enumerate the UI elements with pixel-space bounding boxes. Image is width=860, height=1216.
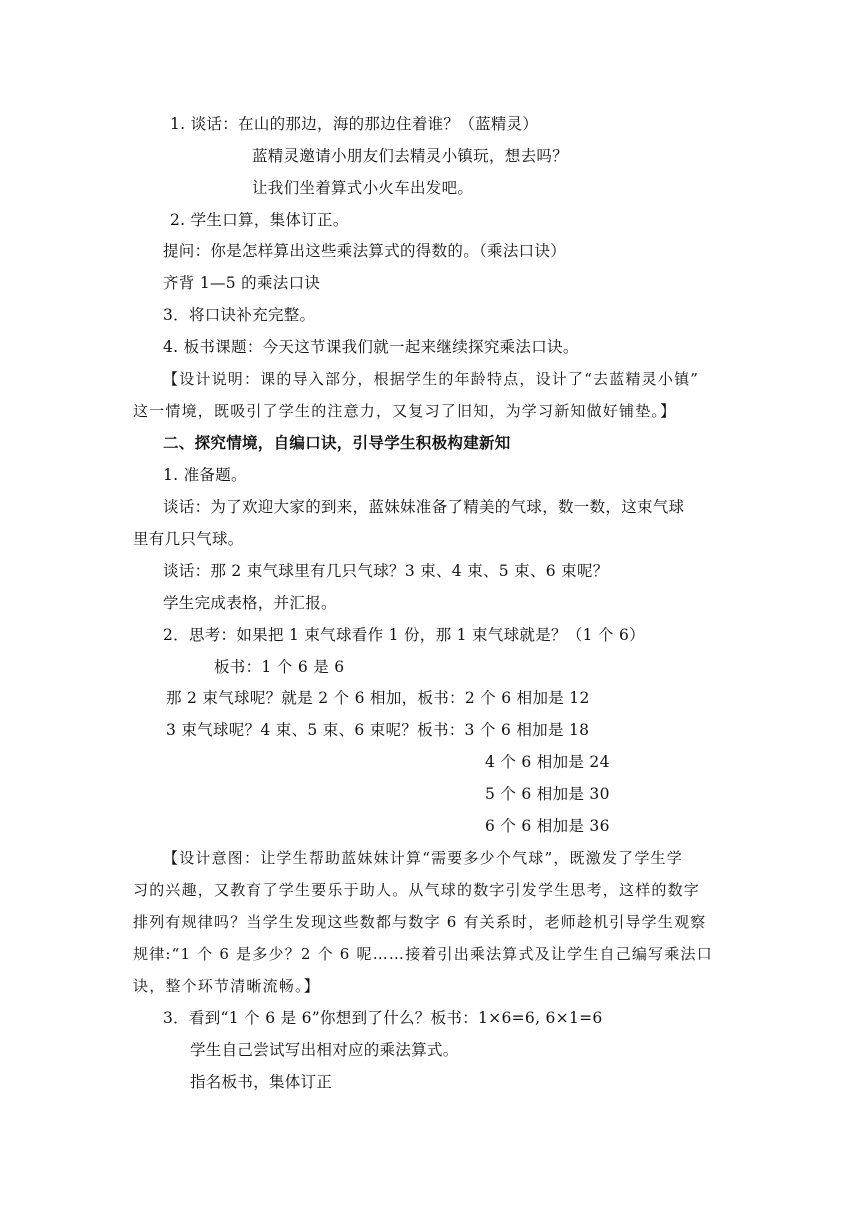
design-note-line: 诀，整个环节清晰流畅。】	[133, 977, 320, 995]
text-line: 那 2 束气球呢？就是 2 个 6 相加，板书：2 个 6 相加是 12	[166, 689, 590, 707]
text-line: 指名板书，集体订正	[190, 1073, 333, 1091]
text-line: 1. 准备题。	[163, 466, 247, 484]
text-line: 学生完成表格，并汇报。	[163, 594, 337, 612]
design-note-line: 习的兴趣，又教育了学生要乐于助人。从气球的数字引发学生思考，这样的数字	[133, 881, 701, 899]
text-line: 齐背 1—5 的乘法口诀	[163, 274, 321, 292]
text-line: 里有几只气球。	[133, 530, 244, 548]
text-line: 2．思考：如果把 1 束气球看作 1 份，那 1 束气球就是？（1 个 6）	[163, 626, 645, 644]
section-heading: 二、探究情境，自编口诀，引导学生积极构建新知	[163, 433, 511, 452]
design-note-line: 【设计意图：让学生帮助蓝妹妹计算“需要多少个气球”，既激发了学生学	[163, 849, 683, 867]
text-line: 3．看到“1 个 6 是 6”你想到了什么？板书：1×6=6, 6×1=6	[163, 1009, 603, 1027]
text-line: 学生自己尝试写出相对应的乘法算式。	[190, 1041, 459, 1059]
text-line: 板书：1 个 6 是 6	[214, 658, 345, 676]
text-line: 5 个 6 相加是 30	[485, 785, 610, 803]
text-line: 谈话：为了欢迎大家的到来，蓝妹妹准备了精美的气球，数一数，这束气球	[163, 498, 685, 516]
design-note-line: 【设计说明：课的导入部分，根据学生的年龄特点，设计了“去蓝精灵小镇”	[163, 370, 700, 388]
text-line: 3 束气球呢？4 束、5 束、6 束呢？板书：3 个 6 相加是 18	[166, 721, 590, 739]
text-line: 4 个 6 相加是 24	[485, 753, 610, 771]
text-line: 4. 板书课题：今天这节课我们就一起来继续探究乘法口诀。	[163, 338, 579, 356]
design-note-line: 排列有规律吗？当学生发现这些数都与数字 6 有关系时，老师趁机引导学生观察	[133, 913, 707, 931]
text-line: 提问：你是怎样算出这些乘法算式的得数的。（乘法口诀）	[163, 242, 567, 260]
text-line: 6 个 6 相加是 36	[485, 817, 610, 835]
text-line: 让我们坐着算式小火车出发吧。	[252, 179, 474, 197]
text-line: 蓝精灵邀请小朋友们去精灵小镇玩，想去吗？	[252, 147, 569, 165]
text-line: 3．将口诀补充完整。	[163, 306, 316, 324]
text-line: 谈话：那 2 束气球里有几只气球？3 束、4 束、5 束、6 束呢？	[163, 562, 609, 580]
text-line: 2. 学生口算，集体订正。	[170, 211, 349, 229]
design-note-line: 规律:“1 个 6 是多少？2 个 6 呢……接着引出乘法算式及让学生自己编写乘法口	[133, 945, 713, 963]
design-note-line: 这一情境，既吸引了学生的注意力，又复习了旧知，为学习新知做好铺垫。】	[133, 402, 677, 420]
text-line: 1. 谈话：在山的那边，海的那边住着谁？（蓝精灵）	[170, 115, 539, 133]
